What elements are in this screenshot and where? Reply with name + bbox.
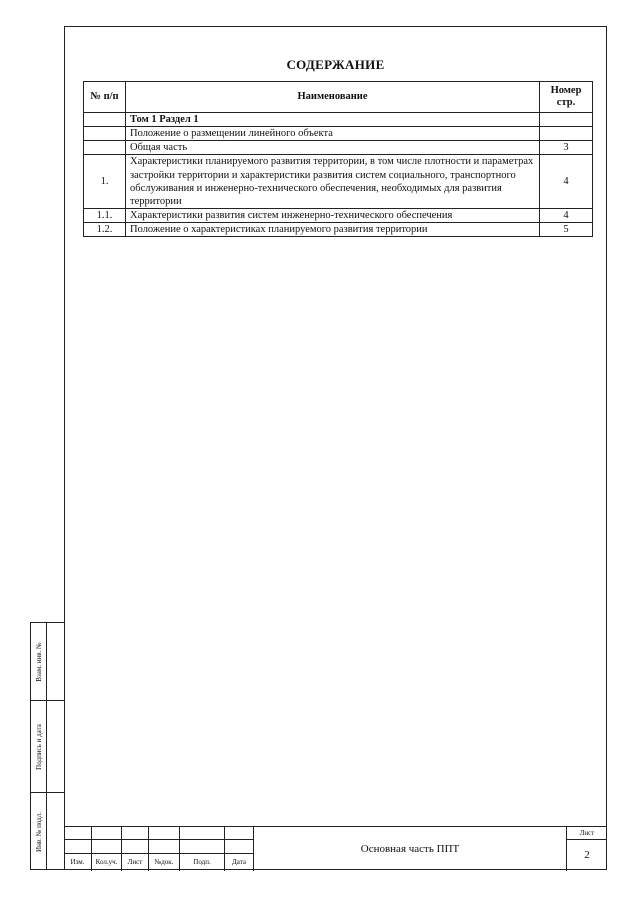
contents-table	[83, 81, 593, 237]
side-stamp-label: Взам. инв. №	[34, 641, 43, 682]
document-name: Основная часть ППТ	[254, 827, 567, 871]
contents-row	[84, 223, 593, 237]
page-title: СОДЕРЖАНИЕ	[286, 57, 385, 72]
revision-column	[225, 827, 254, 871]
contents-body	[84, 113, 593, 237]
row-name: Общая часть	[126, 141, 540, 155]
revision-column	[122, 827, 149, 871]
row-page	[540, 113, 593, 127]
revision-column	[92, 827, 122, 871]
side-stamp-original-inventory	[31, 793, 64, 870]
title-block	[64, 826, 607, 870]
header-name: Наименование	[126, 82, 540, 113]
contents-row	[84, 127, 593, 141]
revision-column-label: №док.	[154, 858, 174, 866]
row-name: Том 1 Раздел 1	[126, 113, 540, 127]
revision-grid	[64, 827, 254, 871]
side-stamp	[30, 622, 64, 870]
row-number: 1.1.	[84, 208, 126, 222]
sheet-label: Лист	[567, 827, 607, 840]
contents-row	[84, 155, 593, 209]
side-stamp-label: Подпись и дата	[34, 723, 43, 770]
row-number	[84, 113, 126, 127]
row-page: 4	[540, 155, 593, 209]
row-name: Положение о размещении линейного объекта	[126, 127, 540, 141]
header-page: Номер стр.	[540, 82, 593, 113]
revision-column-label: Кол.уч.	[95, 858, 118, 866]
row-page: 5	[540, 223, 593, 237]
contents-row	[84, 208, 593, 222]
row-name: Положение о характеристиках планируемого развития территории	[126, 223, 540, 237]
sheet-cell	[567, 827, 607, 871]
contents-header-row	[84, 82, 593, 113]
row-page	[540, 127, 593, 141]
revision-column-label: Дата	[232, 858, 246, 866]
row-number: 1.2.	[84, 223, 126, 237]
header-number: № п/п	[84, 82, 126, 113]
revision-column-label: Лист	[127, 858, 143, 866]
sheet-number: 2	[584, 849, 590, 861]
side-stamp-label: Инв. № подл.	[34, 811, 43, 852]
side-stamp-replacement-inventory	[31, 623, 64, 701]
revision-column	[180, 827, 225, 871]
revision-column-label: Подп.	[193, 858, 211, 866]
revision-column-label: Изм.	[70, 858, 85, 866]
side-stamp-signature-date	[31, 701, 64, 793]
contents-row	[84, 113, 593, 127]
row-page: 4	[540, 208, 593, 222]
row-page: 3	[540, 141, 593, 155]
revision-column	[149, 827, 180, 871]
row-number	[84, 127, 126, 141]
contents-row	[84, 141, 593, 155]
revision-column	[64, 827, 92, 871]
row-number	[84, 141, 126, 155]
row-name: Характеристики развития систем инженерно-технического обеспечения	[126, 208, 540, 222]
row-name: Характеристики планируемого развития территории, в том числе плотности и параметрах застройки территории и характеристики развития систем социального, транспортного обслуживания и инженерно-технического обеспечения, необходимых для развития территории	[126, 155, 540, 209]
row-number: 1.	[84, 155, 126, 209]
